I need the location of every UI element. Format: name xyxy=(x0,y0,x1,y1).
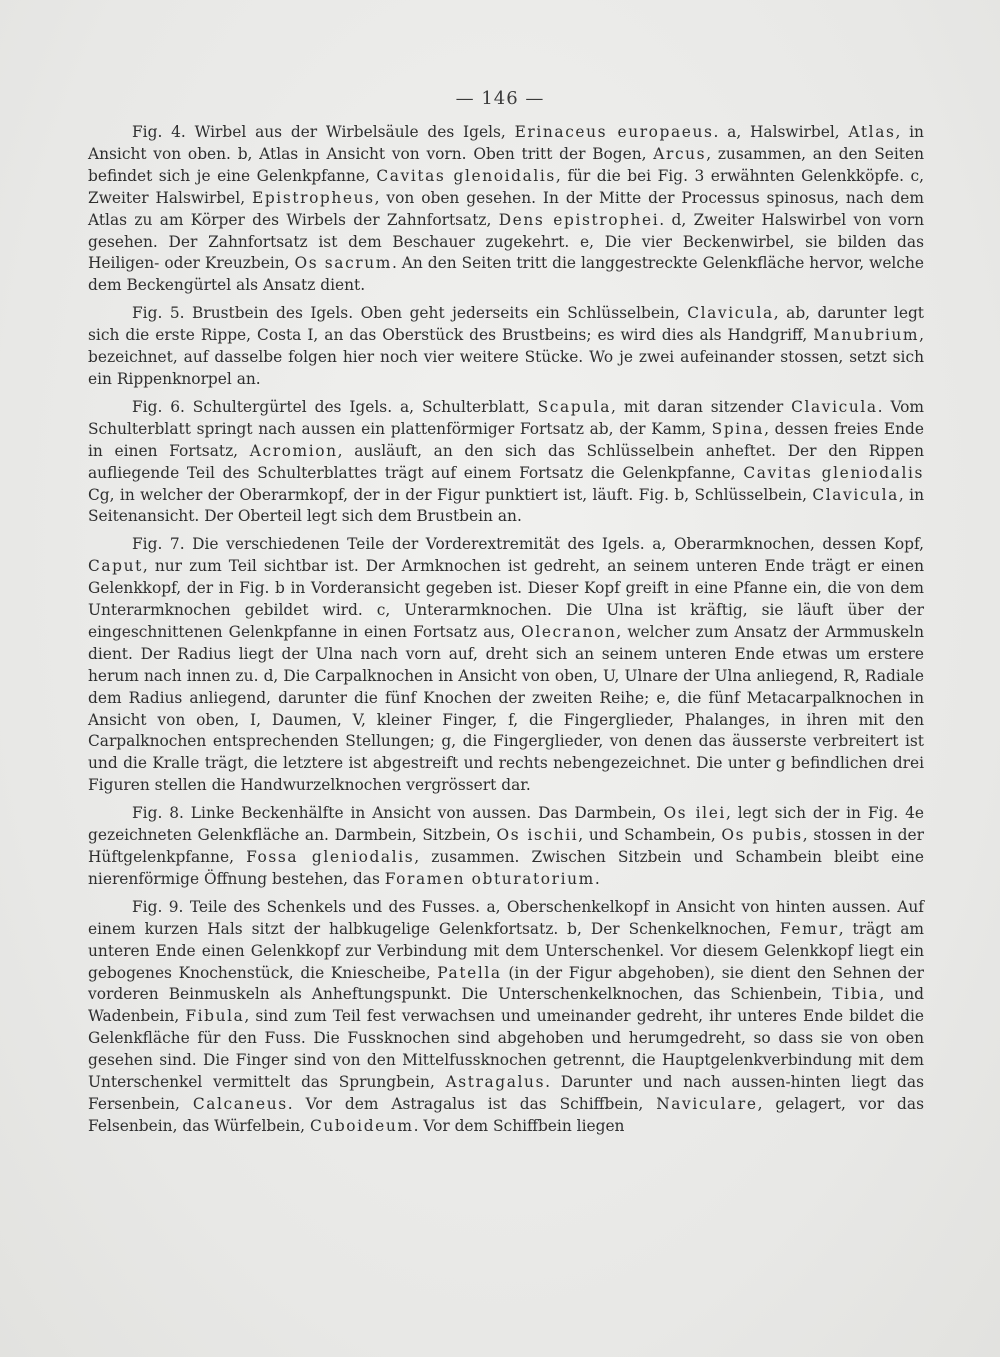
text-run: . An den Seiten tritt die langgestreckte Gelenkfläche hervor, welche dem Beckengürtel als Ansatz dient. xyxy=(88,254,924,295)
latin-term: Erinaceus europaeus xyxy=(514,123,714,141)
latin-term: Cavitas glenoidalis xyxy=(376,166,556,185)
latin-term: Astragalus xyxy=(445,1073,546,1092)
latin-term: Foramen obturatorium xyxy=(384,869,595,888)
text-run: , in Ansicht von oben. b, Atlas in Ansicht von vorn. Oben tritt der Bogen, xyxy=(88,123,924,163)
text-run: , bezeichnet, auf dasselbe folgen hier noch vier weitere Stücke. Wo je zwei aufeinander stossen, setzt sich ein Rippenknorpel an. xyxy=(88,326,924,388)
text-run: . d, Zweiter Halswirbel von vorn gesehen. Der Zahnfortsatz ist dem Beschauer zugekehrt. e, Die vier Beckenwirbel, sie bilden das Heiligen- oder Kreuzbein, xyxy=(88,210,924,273)
text-run: Fig. 8. Linke Beckenhälfte in Ansicht von aussen. Das Darmbein, xyxy=(132,804,664,823)
text-run: , und Wadenbein, xyxy=(88,985,924,1026)
latin-term: Os ilei xyxy=(663,804,726,823)
latin-term: Caput xyxy=(88,557,143,576)
text-run: Fig. 5. Brustbein des Igels. Oben geht jederseits ein Schlüsselbein, xyxy=(132,304,688,323)
latin-term: Os sacrum xyxy=(294,254,392,273)
latin-term: Acromion xyxy=(249,441,338,460)
text-run: Fig. 4. Wirbel aus der Wirbelsäule des Igels, xyxy=(132,123,515,141)
latin-term: Fossa gleniodalis xyxy=(246,848,415,866)
text-run: (in der Figur abgehoben), sie dient den Sehnen der vorderen Beinmuskeln als Anheftungspunkt. Die Unterschenkelknochen, das Schienbein, xyxy=(88,963,924,1004)
latin-term: Arcus xyxy=(653,144,707,163)
latin-term: Dens epistrophei xyxy=(498,210,660,229)
latin-term: Epistropheus xyxy=(252,188,375,207)
paragraph-fig-6 xyxy=(88,397,924,528)
text-run: , ab, darunter legt sich die erste Rippe, Costa I, an das Oberstück des Brustbeins; es wird dies als Handgriff, xyxy=(88,304,924,345)
text-run: . Darunter und nach aussen-hinten liegt das Fersenbein, xyxy=(88,1073,924,1113)
text-run: , dessen freies Ende in einen Fortsatz, xyxy=(88,419,924,460)
latin-term: Tibia xyxy=(832,985,880,1004)
latin-term: Clavicula xyxy=(812,485,899,504)
text-run: , welcher zum Ansatz der Armmuskeln dient. Der Radius liegt der Ulna nach vorn auf, dreht sich an seinem unteren Ende etwas um erstere herum nach innen zu. d, Die Carpalknochen in Ansicht von oben, U, Ulnare der Ulna anliegend, R, Radiale dem Radius anliegend, darunter die fünf Knochen der zweiten Reihe; e, die fünf Metacarpalknochen in Ansicht von oben, I, Daumen, V, kleiner Finger, f, die Fingerglieder, Phalanges, in ihren mit den Carpalknochen entsprechenden Stellungen; g, die Fingerglieder, von denen das äusserste verbreitert ist und die Kralle trägt, die letztere ist abgestreift und rechts nebengezeichnet. Die unter g befindlichen drei Figuren stellen die Handwurzelknochen vergrössert dar. xyxy=(88,622,924,795)
text-run: Cg, in welcher der Oberarmkopf, der in der Figur punktiert ist, läuft. Fig. b, Schlüsselbein, xyxy=(88,485,813,504)
text-run: , ausläuft, an den sich das Schlüsselbein anheftet. Der den Rippen aufliegende Teil des Schulterblattes trägt auf einem Fortsatz die Gelenkpfanne, xyxy=(88,441,924,482)
latin-term: Femur xyxy=(779,919,839,938)
text-run: . Vor dem Schiffbein liegen xyxy=(413,1116,625,1135)
text-run: , zusammen, an den Seiten befindet sich je eine Gelenkpfanne, xyxy=(88,144,924,185)
text-run: , in Seitenansicht. Der Oberteil legt sich dem Brustbein an. xyxy=(88,485,925,526)
text-run: , mit daran sitzender xyxy=(611,397,792,416)
text-run: , von oben gesehen. In der Mitte der Processus spinosus, nach dem Atlas zu am Körper des Wirbels der Zahnfortsatz, xyxy=(88,188,924,229)
text-run: Fig. 9. Teile des Schenkels und des Fusses. a, Oberschenkelkopf in Ansicht von hinten aussen. Auf einem kurzen Hals sitzt der halbkugelige Gelenkfortsatz. b, Der Schenkelknochen, xyxy=(88,897,924,938)
latin-term: Fibula xyxy=(185,1007,245,1026)
text-run: , gelagert, vor das Felsenbein, das Würfelbein, xyxy=(88,1094,924,1135)
text-run: , zusammen. Zwischen Sitzbein und Schambein bleibt eine nierenförmige Öffnung bestehen, das xyxy=(88,848,925,888)
latin-term: Calcaneus xyxy=(192,1094,288,1113)
paragraph-fig-5 xyxy=(88,303,924,391)
text-run: Fig. 7. Die verschiedenen Teile der Vorderextremität des Igels. a, Oberarmknochen, dessen Kopf, xyxy=(132,535,924,554)
text-run: , und Schambein, xyxy=(578,826,722,845)
latin-term: Clavicula xyxy=(687,304,774,323)
latin-term: Olecranon xyxy=(521,622,617,641)
body-text xyxy=(88,122,924,1144)
text-run: , legt sich der in Fig. 4e gezeichneten Gelenkfläche an. Darmbein, Sitzbein, xyxy=(88,804,924,845)
page-number: — 146 — xyxy=(455,88,545,109)
text-run: , sind zum Teil fest verwachsen und umeinander gedreht, ihr unteres Ende bildet die Gelenkfläche für den Fuss. Die Fussknochen sind abgehoben und herumgedreht, so dass sie von oben gesehen sind. Die Finger sind von den Mittelfussknochen getrennt, die Hauptgelenkverbindung mit dem Unterschenkel vermittelt das Sprungbein, xyxy=(88,1007,924,1092)
text-run: Fig. 6. Schultergürtel des Igels. a, Schulterblatt, xyxy=(132,397,538,416)
text-run: , nur zum Teil sichtbar ist. Der Armknochen ist gedreht, an seinem unteren Ende trägt er einen Gelenkkopf, der in Fig. b in Vorderansicht gegeben ist. Dieser Kopf greift in eine Pfanne ein, die von dem Unterarmknochen gebildet wird. c, Unterarmknochen. Die Ulna ist kräftig, sie läuft über der eingeschnittenen Gelenkpfanne in einen Fortsatz aus, xyxy=(88,557,924,641)
latin-term: Scapula xyxy=(537,397,612,416)
latin-term: Manubrium xyxy=(813,326,920,345)
latin-term: Cavitas gleniodalis xyxy=(743,463,924,482)
paragraph-fig-4 xyxy=(88,122,924,297)
latin-term: Os ischii xyxy=(496,826,579,845)
latin-term: Cuboideum xyxy=(309,1116,414,1135)
text-run: . Vor dem Astragalus ist das Schiffbein, xyxy=(287,1094,657,1113)
paragraph-fig-7 xyxy=(88,534,924,797)
text-run: , stossen in der Hüftgelenkpfanne, xyxy=(88,826,924,866)
paragraph-fig-9 xyxy=(88,897,924,1138)
latin-term: Os pubis xyxy=(721,826,803,845)
text-run: . a, Halswirbel, xyxy=(713,123,849,141)
latin-term: Clavicula xyxy=(791,397,878,416)
latin-term: Patella xyxy=(437,963,502,982)
text-run: . xyxy=(594,869,600,888)
paragraph-fig-8 xyxy=(88,803,924,891)
text-run: , für die bei Fig. 3 erwähnten Gelenkköpfe. c, Zweiter Halswirbel, xyxy=(88,166,924,207)
latin-term: Naviculare xyxy=(656,1094,758,1113)
text-run: . Vom Schulterblatt springt nach aussen ein plattenförmiger Fortsatz ab, der Kamm, xyxy=(88,397,925,438)
latin-term: Atlas xyxy=(848,123,896,141)
latin-term: Spina xyxy=(711,419,765,438)
text-run: , trägt am unteren Ende einen Gelenkkopf zur Verbindung mit dem Unterschenkel. Vor diesem Gelenkkopf liegt ein gebogenes Knochenstück, die Kniescheibe, xyxy=(88,919,925,982)
